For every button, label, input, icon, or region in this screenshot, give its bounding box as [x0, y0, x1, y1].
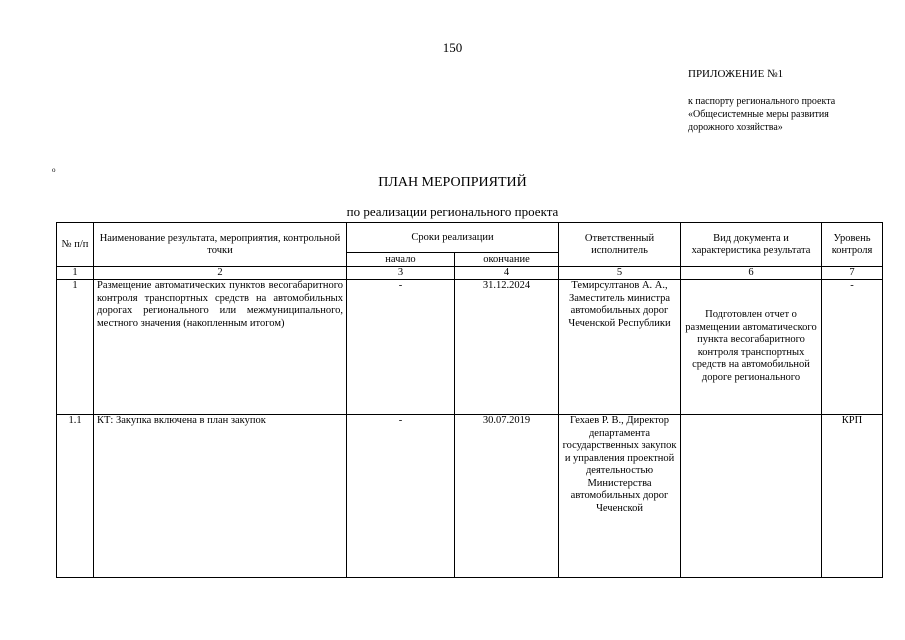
row-level: - — [822, 280, 883, 415]
header-responsible: Ответственный исполнитель — [559, 223, 681, 267]
column-number: 2 — [94, 267, 347, 280]
plan-table — [56, 222, 883, 578]
header-num: № п/п — [57, 223, 94, 267]
row-responsible: Гехаев Р. В., Директор департамента государственных закупок и управления проектной деятельностью Министерства автомобильных дорог Чеченской — [559, 415, 681, 578]
plan-subtitle: по реализации регионального проекта — [346, 204, 559, 219]
table-row — [57, 415, 883, 578]
row-end: 30.07.2019 — [455, 415, 559, 578]
row-num: 1.1 — [57, 415, 94, 578]
page-number: 150 — [442, 40, 463, 55]
column-number: 5 — [559, 267, 681, 280]
column-number-row — [57, 267, 883, 280]
header-doc: Вид документа и характеристика результата — [681, 223, 822, 267]
row-end: 31.12.2024 — [455, 280, 559, 415]
header-row-1 — [57, 223, 883, 253]
row-name: КТ: Закупка включена в план закупок — [94, 415, 347, 578]
column-number: 7 — [822, 267, 883, 280]
row-start: - — [347, 280, 455, 415]
row-doc — [681, 280, 822, 415]
row-doc — [681, 415, 822, 578]
column-number: 3 — [347, 267, 455, 280]
appendix-line-2: «Общесистемные меры развития — [688, 109, 829, 120]
header-name: Наименование результата, мероприятия, контрольной точки — [94, 223, 347, 267]
column-number: 6 — [681, 267, 822, 280]
appendix-line-1: к паспорту регионального проекта — [688, 96, 836, 107]
row-level: КРП — [822, 415, 883, 578]
stray-mark: о — [52, 166, 56, 174]
column-number: 4 — [455, 267, 559, 280]
header-level: Уровень контроля — [822, 223, 883, 267]
row-name: Размещение автоматических пунктов весогабаритного контроля транспортных средств на автомобильных дорогах регионального или межмуниципального, местного значения (накопленным итогом) — [94, 280, 347, 415]
table-row — [57, 280, 883, 415]
header-end: окончание — [455, 253, 559, 267]
appendix-subtitle — [688, 95, 898, 134]
appendix-line-3: дорожного хозяйства» — [688, 122, 783, 133]
column-number: 1 — [57, 267, 94, 280]
appendix-title: ПРИЛОЖЕНИЕ №1 — [688, 68, 784, 80]
row-start: - — [347, 415, 455, 578]
header-dates: Сроки реализации — [347, 223, 559, 253]
row-responsible: Темирсултанов А. А., Заместитель министра автомобильных дорог Чеченской Республики — [559, 280, 681, 415]
header-start: начало — [347, 253, 455, 267]
row-num: 1 — [57, 280, 94, 415]
plan-title: ПЛАН МЕРОПРИЯТИЙ — [378, 175, 527, 190]
row-doc-text: Подготовлен отчет о размещении автоматического пункта весогабаритного контроля транспортных средств на автомобильной дороге регионального — [685, 309, 817, 383]
